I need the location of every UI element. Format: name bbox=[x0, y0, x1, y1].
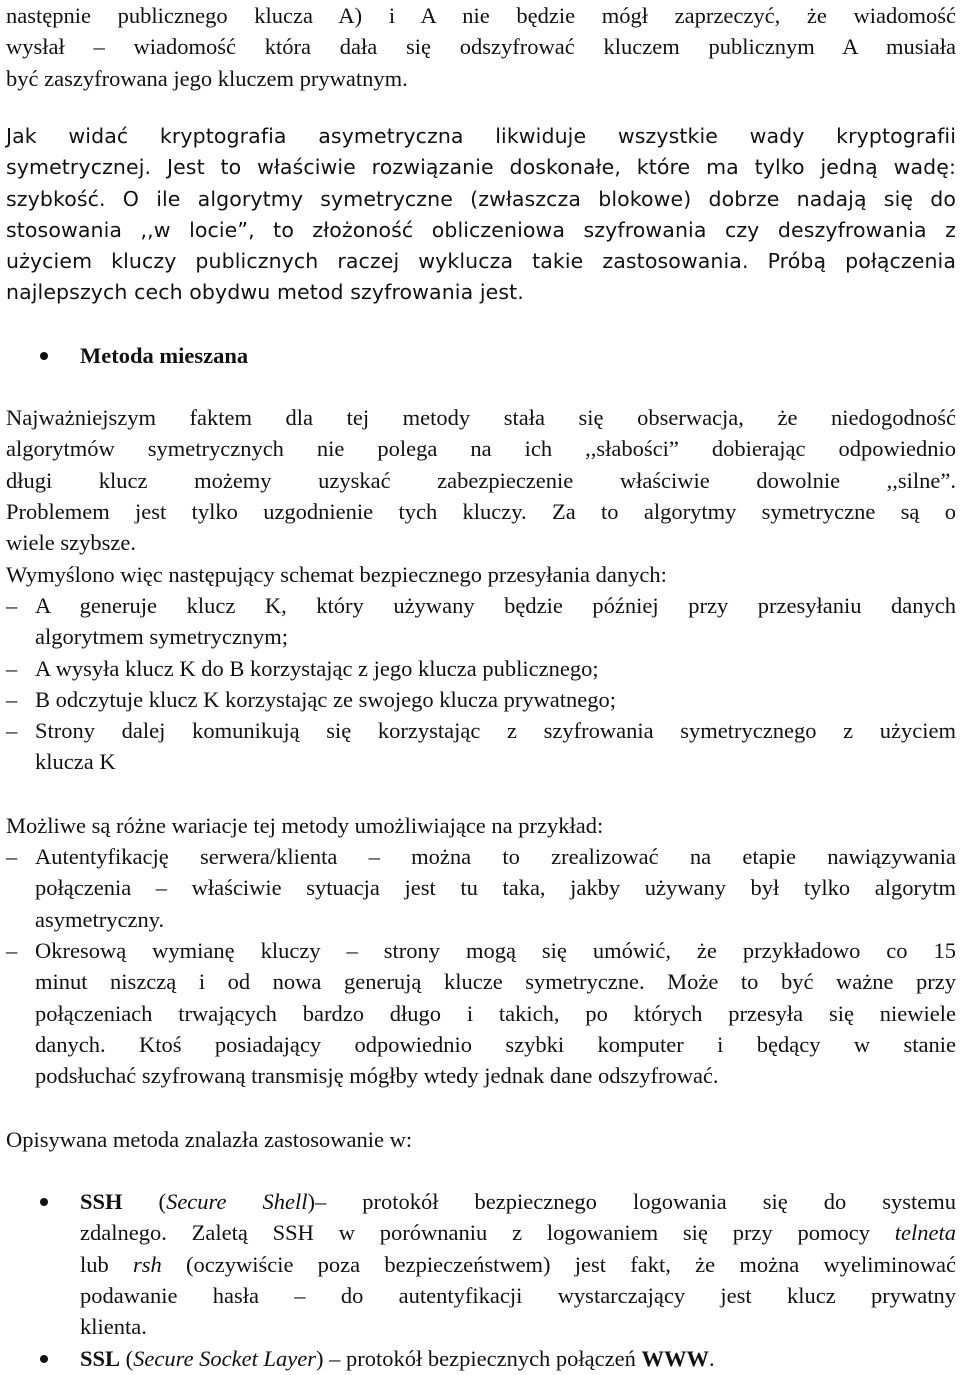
term-expansion: Secure Shell bbox=[166, 1189, 308, 1214]
dash-marker: – bbox=[6, 938, 18, 963]
usage-item-ssl bbox=[80, 1343, 956, 1374]
text-line: szybkość. O ile algorytmy symetryczne (zwłaszcza blokowe) dobrze nadają się do bbox=[6, 186, 956, 211]
text-line: następnie publicznego klucza A) i A nie będzie mógł zaprzeczyć, że wiadomość bbox=[6, 3, 956, 28]
text-line: Okresową wymianę kluczy – strony mogą się umówić, że przykładowo co 15 bbox=[35, 938, 956, 963]
dash-marker: – bbox=[6, 687, 18, 712]
text-line: A generuje klucz K, który używany będzie później przy przesyłaniu danych bbox=[35, 593, 956, 618]
text-line bbox=[80, 1249, 956, 1280]
text-line: Wymyślono więc następujący schemat bezpiecznego przesyłania danych: bbox=[6, 562, 667, 587]
term-telnet: telneta bbox=[894, 1220, 956, 1246]
usage-intro bbox=[6, 1124, 956, 1155]
text-line: użyciem kluczy publicznych raczej wyklucza takie zastosowania. Próbą połączenia bbox=[6, 249, 956, 274]
bullet-dot bbox=[40, 352, 48, 360]
text-span: zdalnego. Zaletą SSH w porównaniu z logowaniem się przy pomocy bbox=[80, 1220, 895, 1246]
dash-marker: – bbox=[6, 844, 18, 869]
text-line: algorytmów symetrycznych nie polega na ich ,,słabości” dobierając odpowiednio bbox=[6, 436, 956, 462]
paragraph-mixed-method bbox=[6, 402, 956, 558]
term-rsh: rsh bbox=[133, 1251, 162, 1277]
text-line: wiele szybsze. bbox=[6, 530, 136, 556]
text-line: Strony dalej komunikują się korzystając z szyfrowania symetrycznego z użyciem bbox=[35, 718, 956, 743]
text-line bbox=[80, 1217, 956, 1248]
text-line: B odczytuje klucz K korzystając ze swojego klucza prywatnego; bbox=[35, 687, 617, 712]
text-line bbox=[80, 1186, 956, 1217]
section-heading: Metoda mieszana bbox=[80, 343, 249, 368]
bullet-dot bbox=[40, 1198, 48, 1206]
term-ssh: SSH bbox=[80, 1189, 123, 1214]
text-span: ( bbox=[122, 1189, 167, 1214]
text-line: A wysyła klucz K do B korzystając z jego klucza publicznego; bbox=[35, 656, 599, 681]
text-line: najlepszych cech obydwu metod szyfrowania jest. bbox=[6, 280, 524, 305]
text-line: stosowania ,,w locie”, to złożoność obliczeniowa szyfrowania czy deszyfrowania z bbox=[6, 217, 956, 242]
dash-marker: – bbox=[6, 656, 18, 681]
text-line: klienta. bbox=[80, 1314, 147, 1340]
text-line: Najważniejszym faktem dla tej metody stała się obserwacja, że niedogodność bbox=[6, 405, 956, 430]
text-line: być zaszyfrowana jego kluczem prywatnym. bbox=[6, 65, 408, 91]
text-span: ( bbox=[120, 1346, 134, 1371]
text-line: podsłuchać szyfrowaną transmisję mógłby wtedy jednak dane odszyfrować. bbox=[35, 1063, 719, 1089]
text-span: ) – protokół bezpiecznych połączeń bbox=[316, 1346, 642, 1371]
text-line: symetrycznej. Jest to właściwie rozwiązanie doskonałe, które ma tylko jedną wadę: bbox=[6, 155, 956, 180]
text-line: Jak widać kryptografia asymetryczna likwiduje wszystkie wady kryptografii bbox=[6, 124, 956, 148]
text-line: minut niszczą i od nowa generują klucze symetryczne. Może to być ważne przy bbox=[35, 969, 956, 995]
paragraph-signature-intro bbox=[6, 0, 956, 94]
text-line: Opisywana metoda znalazła zastosowanie w: bbox=[6, 1127, 413, 1152]
text-line: połączeniach trwających bardzo długo i takich, po których przesyła się niewiele bbox=[35, 1000, 956, 1026]
dash-marker: – bbox=[6, 593, 18, 618]
text-span: lub bbox=[80, 1251, 133, 1277]
bullet-dot bbox=[40, 1355, 48, 1363]
term-expansion: Secure Socket Layer bbox=[133, 1346, 317, 1371]
text-line: Problemem jest tylko uzgodnienie tych kluczy. Za to algorytmy symetryczne są o bbox=[6, 498, 956, 524]
text-line: algorytmem symetrycznym; bbox=[35, 624, 289, 650]
text-line: długi klucz możemy uzyskać zabezpieczenie właściwie dowolnie ,,silne”. bbox=[6, 467, 956, 493]
text-line: danych. Ktoś posiadający odpowiednio szybki komputer i będący w stanie bbox=[35, 1031, 956, 1057]
text-line: wysłał – wiadomość która dała się odszyfrować kluczem publicznym A musiała bbox=[6, 34, 956, 60]
text-line: Możliwe są różne wariacje tej metody umożliwiające na przykład: bbox=[6, 813, 604, 838]
text-line: Autentyfikację serwera/klienta – można to zrealizować na etapie nawiązywania bbox=[35, 844, 956, 869]
text-line: połączenia – właściwie sytuacja jest tu taka, jakby używany był tylko algorytm bbox=[35, 875, 956, 901]
text-line: podawanie hasła – do autentyfikacji wystarczający jest klucz prywatny bbox=[80, 1282, 956, 1308]
scheme-intro bbox=[6, 559, 956, 590]
term-ssl: SSL bbox=[80, 1346, 121, 1371]
usage-item-ssh bbox=[80, 1186, 956, 1342]
text-line bbox=[80, 1343, 956, 1374]
text-span: )– protokół bezpiecznego logowania się do systemu bbox=[307, 1189, 956, 1214]
text-line: asymetryczny. bbox=[35, 906, 165, 932]
text-line: klucza K bbox=[35, 749, 116, 775]
text-span: . bbox=[709, 1346, 715, 1371]
paragraph-asymmetric-summary bbox=[6, 121, 956, 309]
dash-marker: – bbox=[6, 718, 18, 743]
variants-intro bbox=[6, 810, 956, 841]
term-www: WWW bbox=[641, 1346, 709, 1371]
text-span: (oczywiście poza bezpieczeństwem) jest fakt, że można wyeliminować bbox=[161, 1251, 956, 1277]
